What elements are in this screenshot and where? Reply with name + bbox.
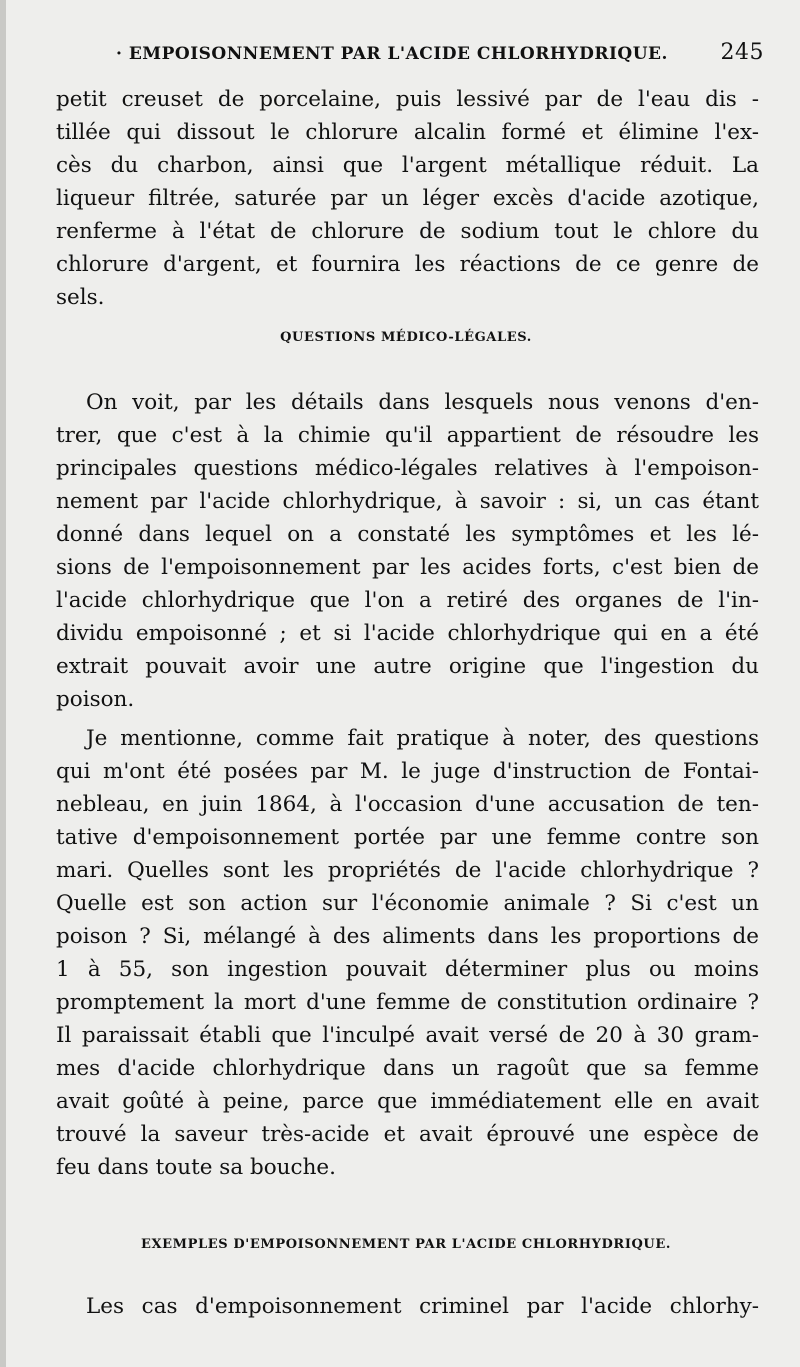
text-line: renferme à l'état de chlorure de sodium tout le chlore du bbox=[56, 219, 759, 244]
text-line: qui m'ont été posées par M. le juge d'instruction de Fontai- bbox=[56, 759, 759, 784]
text-line: 1 à 55, son ingestion pouvait déterminer plus ou moins bbox=[56, 957, 759, 982]
text-line: sels. bbox=[56, 285, 105, 310]
text-line: Je mentionne, comme fait pratique à noter, des questions bbox=[86, 726, 759, 751]
text-line: liqueur filtrée, saturée par un léger excès d'acide azotique, bbox=[56, 186, 759, 211]
text-line: nement par l'acide chlorhydrique, à savoir : si, un cas étant bbox=[56, 489, 759, 514]
text-line: extrait pouvait avoir une autre origine que l'ingestion du bbox=[56, 654, 759, 679]
text-line: poison. bbox=[56, 687, 135, 712]
text-line: donné dans lequel on a constaté les symptômes et les lé- bbox=[56, 522, 759, 547]
text-line: chlorure d'argent, et fournira les réactions de ce genre de bbox=[56, 252, 759, 277]
section-heading-examples: EXEMPLES D'EMPOISONNEMENT PAR L'ACIDE CHLORHYDRIQUE. bbox=[140, 1237, 672, 1252]
text-line: poison ? Si, mélangé à des aliments dans les proportions de bbox=[56, 924, 759, 949]
text-line: trer, que c'est à la chimie qu'il appartient de résoudre les bbox=[56, 423, 759, 448]
text-line: tillée qui dissout le chlorure alcalin formé et élimine l'ex- bbox=[56, 120, 759, 145]
section-heading-questions: QUESTIONS MÉDICO-LÉGALES. bbox=[280, 330, 532, 345]
text-line: Il paraissait établi que l'inculpé avait versé de 20 à 30 gram- bbox=[56, 1023, 759, 1048]
text-line: trouvé la saveur très-acide et avait éprouvé une espèce de bbox=[56, 1122, 759, 1147]
page-number: 245 bbox=[720, 40, 764, 65]
text-line: mes d'acide chlorhydrique dans un ragoût que sa femme bbox=[56, 1056, 759, 1081]
text-line: avait goûté à peine, parce que immédiatement elle en avait bbox=[56, 1089, 759, 1114]
running-title: · EMPOISONNEMENT PAR L'ACIDE CHLORHYDRIQUE. bbox=[116, 44, 668, 64]
running-header bbox=[116, 40, 764, 70]
text-line: mari. Quelles sont les propriétés de l'acide chlorhydrique ? bbox=[56, 858, 759, 883]
text-line: dividu empoisonné ; et si l'acide chlorhydrique qui en a été bbox=[56, 621, 759, 646]
text-line: petit creuset de porcelaine, puis lessivé par de l'eau dis - bbox=[56, 87, 759, 112]
text-line: On voit, par les détails dans lesquels nous venons d'en- bbox=[86, 390, 759, 415]
text-line: cès du charbon, ainsi que l'argent métallique réduit. La bbox=[56, 153, 759, 178]
text-line: nebleau, en juin 1864, à l'occasion d'une accusation de ten- bbox=[56, 792, 759, 817]
text-line: Les cas d'empoisonnement criminel par l'acide chlorhy- bbox=[86, 1294, 759, 1319]
text-line: Quelle est son action sur l'économie animale ? Si c'est un bbox=[56, 891, 759, 916]
text-line: sions de l'empoisonnement par les acides forts, c'est bien de bbox=[56, 555, 759, 580]
text-line: feu dans toute sa bouche. bbox=[56, 1155, 336, 1180]
text-line: l'acide chlorhydrique que l'on a retiré des organes de l'in- bbox=[56, 588, 759, 613]
text-line: tative d'empoisonnement portée par une femme contre son bbox=[56, 825, 759, 850]
text-line: promptement la mort d'une femme de constitution ordinaire ? bbox=[56, 990, 759, 1015]
text-line: principales questions médico-légales relatives à l'empoison- bbox=[56, 456, 759, 481]
